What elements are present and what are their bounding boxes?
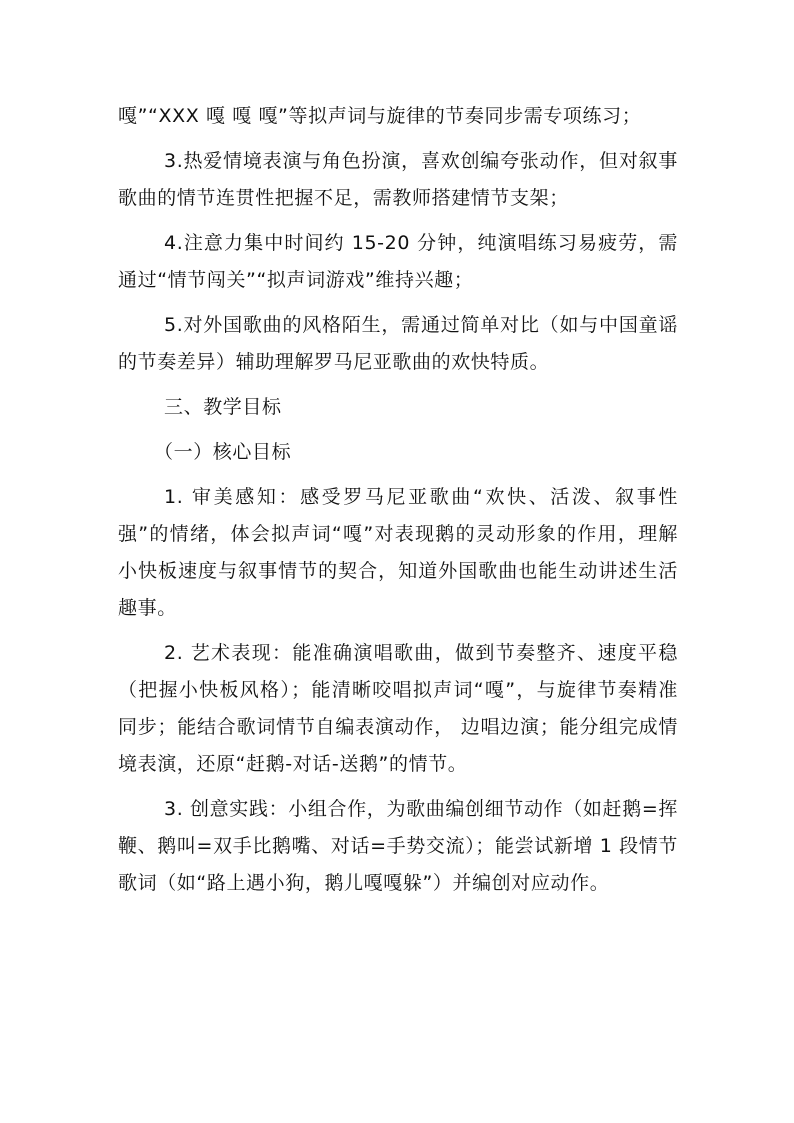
paragraph-item-3: 3.热爱情境表演与角色扮演，喜欢创编夸张动作，但对叙事歌曲的情节连贯性把握不足，需教师搭建情节支架；: [118, 150, 678, 209]
paragraph-goal-2: 2. 艺术表现：能准确演唱歌曲，做到节奏整齐、速度平稳（把握小快板风格）；能清晰咬唱拟声词“嘎”，与旋律节奏精准同步；能结合歌词情节自编表演动作， 边唱边演；能分组完成情境表演，还原“赶鹅-对话-送鹅”的情节。: [118, 642, 678, 775]
paragraph-continuation: 嘎”“XXX 嘎 嘎 嘎”等拟声词与旋律的节奏同步需专项练习；: [118, 105, 642, 127]
paragraph-goal-3: 3. 创意实践：小组合作，为歌曲编创细节动作（如赶鹅=挥鞭、鹅叫=双手比鹅嘴、对话=手势交流）；能尝试新增 1 段情节歌词（如“路上遇小狗，鹅儿嘎嘎躲”）并编创对应动作。: [118, 798, 678, 894]
subsection-heading-core-goals: （一）核心目标: [154, 441, 292, 463]
document-body: [118, 98, 678, 910]
paragraph-item-5: 5.对外国歌曲的风格陌生，需通过简单对比（如与中国童谣的节奏差异）辅助理解罗马尼亚歌曲的欢快特质。: [118, 314, 678, 373]
paragraph-item-4: 4.注意力集中时间约 15-20 分钟，纯演唱练习易疲劳，需通过“情节闯关”“拟声词游戏”维持兴趣；: [118, 232, 678, 291]
section-heading-teaching-goals: 三、教学目标: [164, 396, 282, 418]
paragraph-goal-1: 1. 审美感知：感受罗马尼亚歌曲“欢快、活泼、叙事性强”的情绪，体会拟声词“嘎”对表现鹅的灵动形象的作用，理解小快板速度与叙事情节的契合，知道外国歌曲也能生动讲述生活趣事。: [118, 486, 678, 619]
